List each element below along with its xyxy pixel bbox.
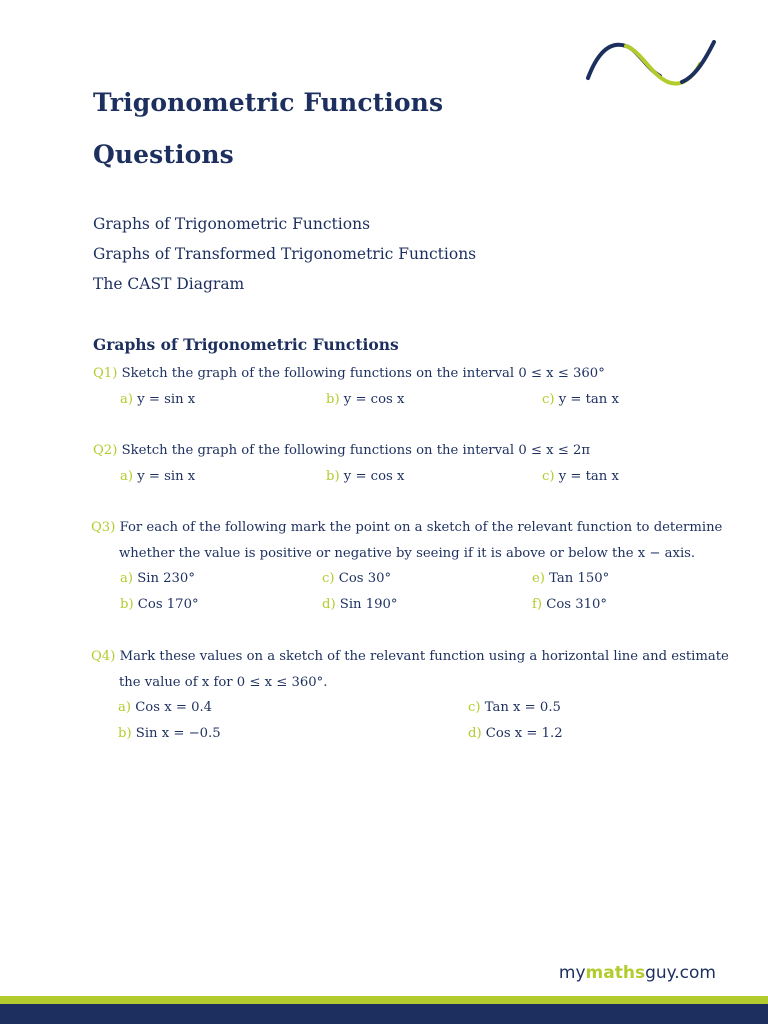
- question-part: [468, 726, 563, 741]
- brand-prefix: my: [558, 963, 586, 983]
- question-part: [120, 469, 195, 484]
- question-part: [120, 571, 195, 586]
- question-number: Q2): [93, 443, 118, 458]
- part-label: a): [120, 469, 134, 484]
- part-label: d): [322, 597, 336, 612]
- question-part: [542, 469, 619, 484]
- footer-band-navy: [0, 1004, 768, 1024]
- part-label: b): [120, 597, 134, 612]
- question-part: [120, 597, 199, 612]
- part-expression: Sin 190°: [339, 597, 398, 612]
- question-part: [532, 571, 609, 586]
- question-1: [93, 366, 605, 381]
- footer-brand-link[interactable]: [559, 963, 716, 983]
- part-label: a): [120, 571, 134, 586]
- part-expression: Cos x = 0.4: [135, 700, 213, 715]
- part-label: b): [118, 726, 132, 741]
- part-label: c): [542, 392, 555, 407]
- page-subtitle: Questions: [93, 140, 234, 169]
- footer-band-green: [0, 996, 768, 1004]
- question-number: Q1): [93, 366, 118, 381]
- toc-link-graphs[interactable]: Graphs of Trigonometric Functions: [93, 215, 371, 233]
- question-part: [326, 469, 404, 484]
- part-label: a): [120, 392, 134, 407]
- part-expression: y = tan x: [558, 469, 619, 484]
- question-text-continued: the value of x for 0 ≤ x ≤ 360°.: [119, 675, 328, 690]
- part-label: c): [468, 700, 481, 715]
- question-number: Q4): [91, 649, 116, 664]
- question-text: For each of the following mark the point on a sketch of the relevant function to determine: [119, 520, 723, 535]
- part-expression: y = cos x: [343, 469, 405, 484]
- part-label: d): [468, 726, 482, 741]
- brand-accent: maths: [585, 963, 646, 983]
- part-label: e): [532, 571, 545, 586]
- question-part: [532, 597, 607, 612]
- part-label: a): [118, 700, 132, 715]
- part-label: b): [326, 469, 340, 484]
- brand-suffix: guy.com: [645, 963, 716, 983]
- question-4: [91, 649, 729, 664]
- question-part: [468, 700, 561, 715]
- question-part: [322, 597, 398, 612]
- part-expression: Cos 30°: [338, 571, 392, 586]
- page-title: Trigonometric Functions: [93, 88, 444, 117]
- part-expression: Sin 230°: [137, 571, 195, 586]
- part-expression: Tan 150°: [549, 571, 610, 586]
- part-label: c): [322, 571, 335, 586]
- question-text: Sketch the graph of the following functions on the interval 0 ≤ x ≤ 2π: [121, 443, 591, 458]
- question-part: [322, 571, 391, 586]
- section-heading: Graphs of Trigonometric Functions: [93, 335, 399, 354]
- part-label: c): [542, 469, 555, 484]
- question-text: Sketch the graph of the following functions on the interval 0 ≤ x ≤ 360°: [121, 366, 605, 381]
- question-2: [93, 443, 590, 458]
- question-part: [118, 700, 212, 715]
- question-text: Mark these values on a sketch of the relevant function using a horizontal line and estimate: [119, 649, 729, 664]
- question-part: [118, 726, 221, 741]
- part-expression: Sin x = −0.5: [135, 726, 221, 741]
- question-part: [120, 392, 195, 407]
- question-3: [91, 520, 722, 535]
- part-expression: Cos x = 1.2: [485, 726, 563, 741]
- part-expression: Tan x = 0.5: [484, 700, 561, 715]
- part-expression: y = cos x: [343, 392, 405, 407]
- part-expression: Cos 170°: [137, 597, 199, 612]
- part-expression: y = sin x: [137, 469, 196, 484]
- toc-link-transformed-graphs[interactable]: Graphs of Transformed Trigonometric Functions: [93, 245, 477, 263]
- part-label: f): [532, 597, 543, 612]
- question-number: Q3): [91, 520, 116, 535]
- part-label: b): [326, 392, 340, 407]
- question-text-continued: whether the value is positive or negative by seeing if it is above or below the x − axis.: [119, 546, 696, 561]
- toc-link-cast-diagram[interactable]: The CAST Diagram: [93, 275, 245, 293]
- question-part: [326, 392, 404, 407]
- part-expression: y = sin x: [137, 392, 196, 407]
- part-expression: Cos 310°: [546, 597, 607, 612]
- question-part: [542, 392, 619, 407]
- part-expression: y = tan x: [558, 392, 619, 407]
- sine-wave-logo-icon: [586, 38, 718, 88]
